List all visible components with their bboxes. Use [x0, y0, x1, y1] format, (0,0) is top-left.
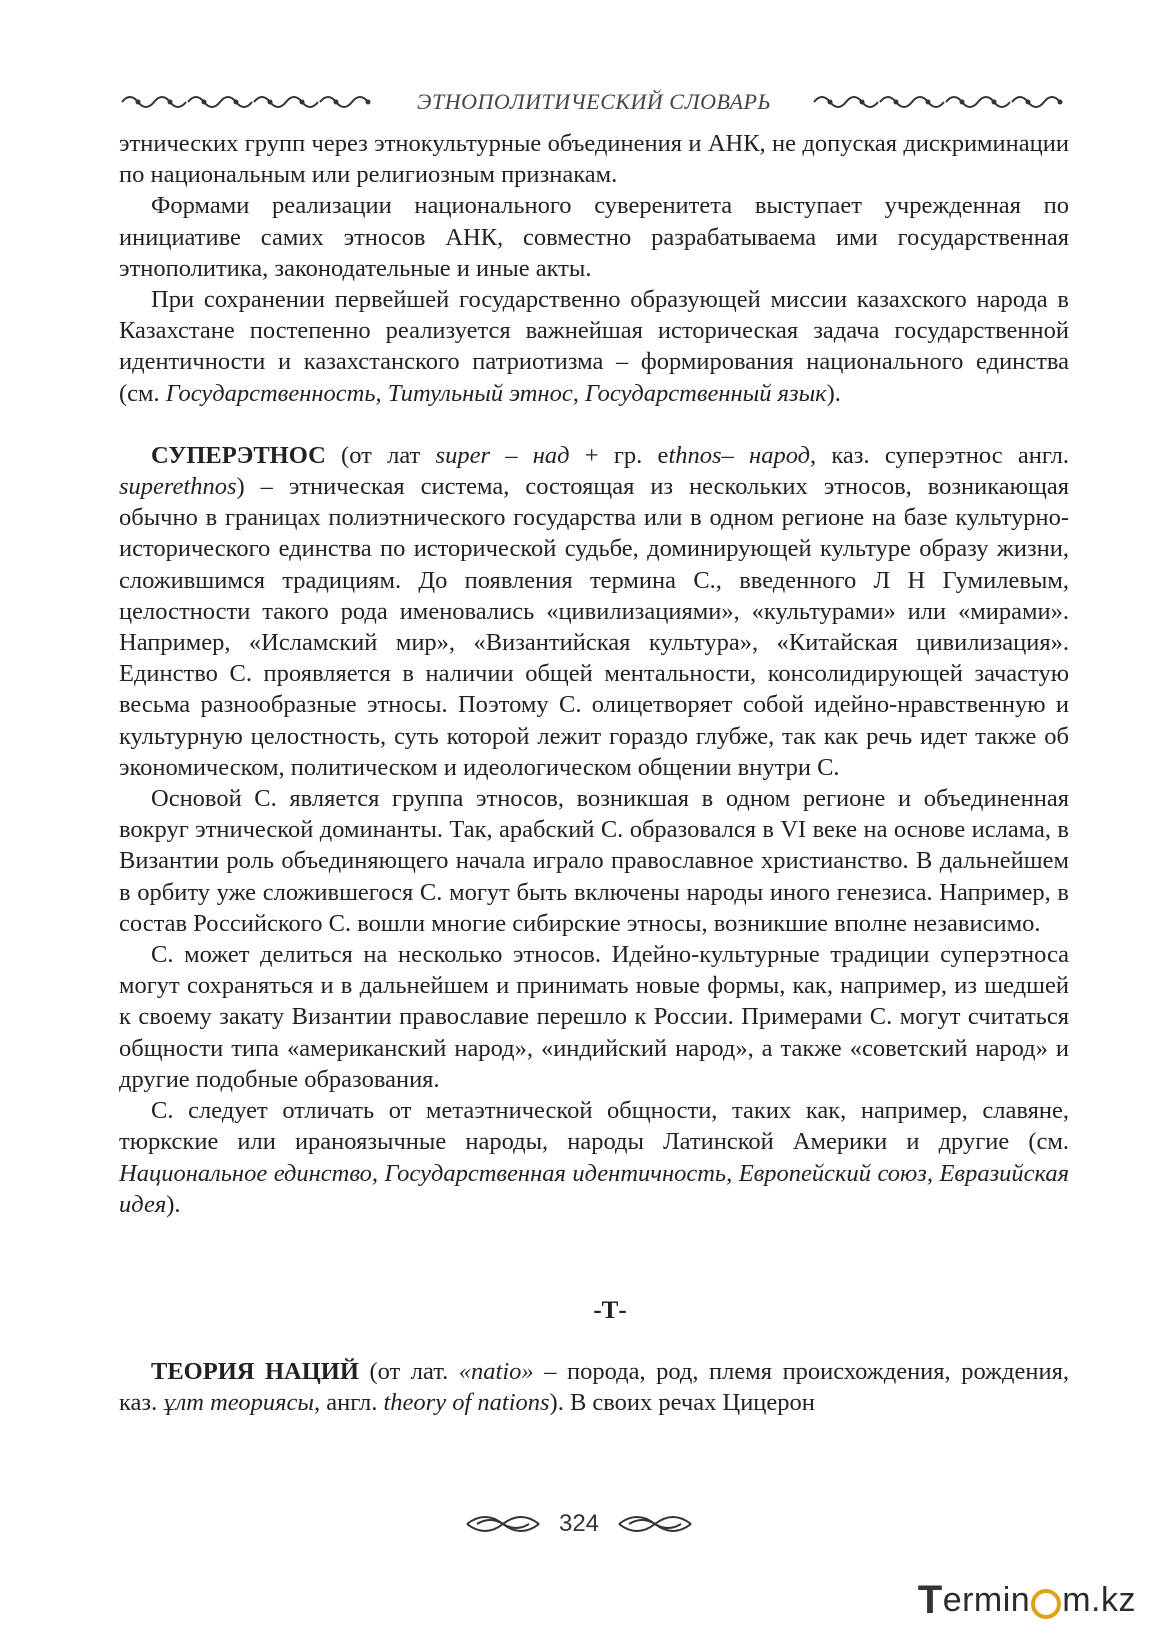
cross-reference: Государственность, Титульный этнос, Государственный язык	[165, 379, 827, 407]
page-footer	[0, 1510, 1158, 1538]
entry-term: СУПЕРЭТНОС	[151, 441, 326, 469]
watermark-text: ermin	[942, 1581, 1031, 1619]
etymology-latin: «natio»	[458, 1358, 534, 1386]
footer-ornament-right-icon	[615, 1512, 695, 1536]
paragraph-text: ).	[826, 379, 841, 407]
section-letter-heading: -Т-	[593, 1296, 627, 1324]
watermark-text: m.kz	[1062, 1581, 1136, 1619]
etymology-latin: super – над	[435, 441, 570, 469]
entry-text: (от лат.	[358, 1358, 459, 1386]
header-title: ЭТНОПОЛИТИЧЕСКИЙ СЛОВАРЬ	[417, 89, 771, 114]
section-gap	[119, 1220, 1069, 1295]
paragraph-superethnos-division: С. может делиться на несколько этносов. Идейно-культурные традиции суперэтноса могут сохраняться и в дальнейшем и принимать новые формы, как, например, из шедшей к своему закату Византии православие перешло к России. Примерами С. могут считаться общности типа «американский народ», «индийский народ», а также «советский народ» и другие подобные образования.	[119, 941, 1069, 1093]
etymology-english: theory of nations	[383, 1389, 550, 1417]
running-header	[118, 86, 1070, 118]
etymology-greek: thnos– народ	[668, 441, 811, 469]
entry-superethnos	[119, 440, 1069, 783]
entry-term: ТЕОРИЯ НАЦИЙ	[151, 1358, 359, 1386]
entry-text: – порода, род, племя происхождения, рождения, каз.	[119, 1358, 1069, 1417]
paragraph-text: ).	[166, 1190, 181, 1218]
ornament-right-icon	[810, 91, 1070, 113]
watermark-circle-icon	[1031, 1589, 1061, 1619]
watermark-initial: T	[917, 1578, 943, 1622]
paragraph-sovereignty-forms: Формами реализации национального суверенитета выступает учрежденная по инициативе самих этносов АНК, совместно разрабатываема ими государственная этнополитика, законодательные и иные акты.	[119, 192, 1069, 282]
entry-gap	[119, 409, 1069, 440]
page-body	[119, 128, 1069, 1419]
paragraph-continuation: этнических групп через этнокультурные объединения и АНК, не допуская дискриминации по национальным или религиозным признакам.	[119, 130, 1069, 189]
watermark-logo	[918, 1578, 1136, 1623]
ornament-left-icon	[118, 91, 378, 113]
entry-definition: ). В своих речах Цицерон	[549, 1389, 815, 1417]
paragraph-national-unity	[119, 284, 1069, 409]
footer-ornament-left-icon	[463, 1512, 543, 1536]
paragraph-text: При сохранении первейшей государственно образующей миссии казахского народа в Казахстане постепенно реализуется важнейшая историческая задача государственной идентичности и казахстанского патриотизма – формирования национального единства (см.	[119, 286, 1069, 407]
etymology-kazakh: ұлт теориясы	[163, 1389, 314, 1417]
entry-theory-of-nations	[119, 1356, 1069, 1418]
entry-text: , каз. суперэтнос англ.	[810, 441, 1069, 469]
paragraph-superethnos-basis: Основой С. является группа этносов, возникшая в одном регионе и объединенная вокруг этнической доминанты. Так, арабский С. образовался в VI веке на основе ислама, в Византии роль объединяющего начала играло православное христианство. В дальнейшем в орбиту уже сложившегося С. могут быть включены народы иного генезиса. Например, в состав Российского С. вошли многие сибирские этносы, возникшие вполне независимо.	[119, 785, 1069, 937]
page-number: 324	[558, 1510, 600, 1537]
paragraph-text: С. следует отличать от метаэтнической общности, таких как, например, славяне, тюркские или ираноязычные народы, народы Латинской Америки и другие (см.	[119, 1097, 1069, 1156]
entry-text: , англ.	[313, 1389, 384, 1417]
cross-reference: Национальное единство, Государственная идентичность, Европейский союз, Евразийская идея	[119, 1159, 1069, 1218]
section-gap	[119, 1326, 1069, 1356]
entry-text: (от лат	[325, 441, 436, 469]
etymology-english: superethnos	[119, 473, 237, 501]
entry-definition: ) – этническая система, состоящая из нескольких этносов, возникающая обычно в границах полиэтнического государства или в одном регионе на базе культурно-исторического единства по исторической судьбе, доминирующей культуре образу жизни, сложившимся традициям. До появления термина С., введенного Л Н Гумилевым, целостности такого рода именовались «цивилизациями», «культурами» или «мирами». Например, «Исламский мир», «Византийская культура», «Китайская цивилизация». Единство С. проявляется в наличии общей ментальности, консолидирующей зачастую весьма разнообразные этносы. Поэтому С. олицетворяет собой идейно-нравственную и культурную целостность, суть которой лежит гораздо глубже, так как речь идет также об экономическом, политическом и идеологическом общении внутри С.	[119, 473, 1069, 781]
entry-text: + гр. е	[569, 441, 669, 469]
paragraph-superethnos-distinction	[119, 1095, 1069, 1220]
